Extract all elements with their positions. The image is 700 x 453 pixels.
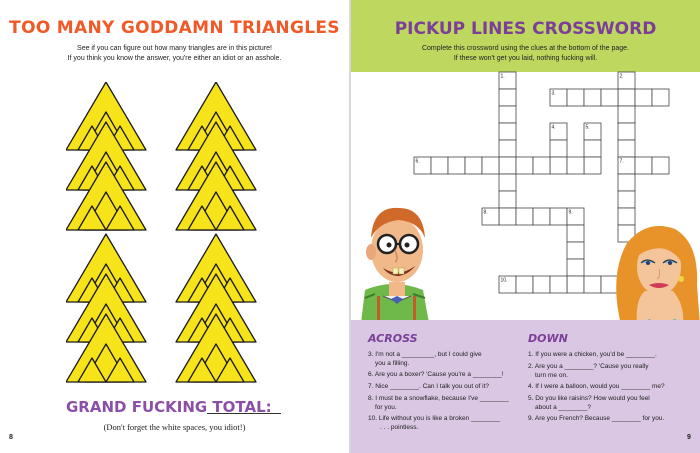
triangle-stack	[176, 234, 256, 382]
crossword-number: 6.	[415, 158, 420, 165]
nerd-man-illustration	[353, 198, 441, 323]
across-clue-8: 8. I must be a snowflake, because I've ________ for you.	[368, 395, 509, 411]
crossword-cell[interactable]	[618, 191, 635, 208]
crossword-cell[interactable]	[482, 157, 499, 174]
crossword-cell[interactable]	[448, 157, 465, 174]
page-number-left: 8	[9, 434, 13, 441]
crossword-cell[interactable]	[550, 276, 567, 293]
across-heading: ACROSS	[368, 332, 418, 345]
crossword-number: 2.	[619, 73, 624, 80]
crossword-cell[interactable]	[618, 174, 635, 191]
crossword-cell[interactable]	[635, 157, 652, 174]
intro-line: Complete this crossword using the clues at the bottom of the page.	[421, 45, 629, 52]
across-clue-3: 3. I'm not a _________, but I could give you a filling.	[368, 351, 482, 367]
crossword-number: 10.	[500, 277, 508, 284]
crossword-number: 3.	[551, 90, 556, 97]
intro-line: If you think you know the answer, you're either an idiot or an asshole.	[67, 55, 282, 62]
across-clue-10: 10. Life without you is like a broken ________ . . . pointless.	[368, 415, 500, 431]
crossword-cell[interactable]	[618, 106, 635, 123]
crossword-cell[interactable]	[618, 123, 635, 140]
crossword-cell[interactable]	[584, 140, 601, 157]
crossword-number: 7.	[619, 158, 624, 165]
crossword-cell[interactable]	[550, 157, 567, 174]
down-clue-1: 1. If you were a chicken, you'd be ________.	[528, 351, 657, 358]
crossword-cell[interactable]	[567, 259, 584, 276]
crossword-cell[interactable]	[499, 106, 516, 123]
crossword-cell[interactable]	[516, 276, 533, 293]
crossword-cell[interactable]	[533, 208, 550, 225]
crossword-cell[interactable]	[618, 140, 635, 157]
total-answer-line[interactable]	[207, 413, 281, 414]
crossword-cell[interactable]	[499, 123, 516, 140]
crossword-cell[interactable]	[618, 89, 635, 106]
total-note: (Don't forget the white spaces, you idiot!)	[103, 422, 246, 432]
across-clue-6: 6. Are you a boxer? 'Cause you're a ________!	[368, 371, 504, 378]
crossword-cell[interactable]	[584, 89, 601, 106]
crossword-cell[interactable]	[584, 157, 601, 174]
intro-line: See if you can figure out how many triangles are in this picture!	[77, 45, 272, 52]
crossword-cell[interactable]	[635, 89, 652, 106]
crossword-cell[interactable]	[499, 89, 516, 106]
crossword-cell[interactable]	[533, 157, 550, 174]
crossword-title: PICKUP LINES CROSSWORD	[394, 19, 657, 39]
down-clue-4: 4. If I were a balloon, would you ________ me?	[528, 383, 665, 390]
crossword-cell[interactable]	[516, 208, 533, 225]
down-clue-2: 2. Are you a ________? 'Cause you really turn me on.	[528, 363, 649, 379]
crossword-cell[interactable]	[499, 191, 516, 208]
crossword-cell[interactable]	[533, 276, 550, 293]
crossword-cell[interactable]	[550, 140, 567, 157]
crossword-number: 5.	[585, 124, 590, 131]
crossword-cell[interactable]	[431, 157, 448, 174]
crossword-cell[interactable]	[567, 225, 584, 242]
intro-line: If these won't get you laid, nothing fucking will.	[453, 55, 598, 62]
crossword-cell[interactable]	[567, 89, 584, 106]
crossword-cell[interactable]	[499, 140, 516, 157]
crossword-number: 9.	[568, 209, 573, 216]
redhead-woman-illustration	[603, 215, 700, 325]
down-clue-5: 5. Do you like raisins? How would you feel about a ________?	[528, 395, 650, 411]
crossword-cell[interactable]	[567, 157, 584, 174]
crossword-cell[interactable]	[652, 89, 669, 106]
triangles-title: TOO MANY GODDAMN TRIANGLES	[9, 18, 340, 38]
crossword-number: 8.	[483, 209, 488, 216]
triangles-intro	[20, 44, 329, 64]
triangle-puzzle-art	[66, 82, 282, 392]
crossword-number: 4.	[551, 124, 556, 131]
crossword-cell[interactable]	[550, 208, 567, 225]
crossword-cell[interactable]	[499, 174, 516, 191]
crossword-cell[interactable]	[584, 276, 601, 293]
grand-total-label: GRAND FUCKING TOTAL:	[66, 398, 272, 416]
clue-box	[351, 320, 700, 453]
crossword-number: 1.	[500, 73, 505, 80]
across-clue-7: 7. Nice ________. Can I talk you out of it?	[368, 383, 490, 390]
triangle-stack	[66, 234, 146, 382]
down-clue-9: 9. Are you French? Because ________ for you.	[528, 415, 665, 422]
left-page	[0, 0, 349, 453]
crossword-cell[interactable]	[601, 89, 618, 106]
right-page	[351, 0, 700, 453]
crossword-cell[interactable]	[567, 276, 584, 293]
crossword-cell[interactable]	[499, 157, 516, 174]
crossword-cell[interactable]	[465, 157, 482, 174]
crossword-cell[interactable]	[516, 157, 533, 174]
triangle-stack	[176, 82, 256, 230]
triangle-stack	[66, 82, 146, 230]
crossword-cell[interactable]	[652, 157, 669, 174]
page-number-right: 9	[687, 434, 691, 441]
down-heading: DOWN	[528, 332, 568, 345]
crossword-cell[interactable]	[499, 208, 516, 225]
crossword-cell[interactable]	[567, 242, 584, 259]
